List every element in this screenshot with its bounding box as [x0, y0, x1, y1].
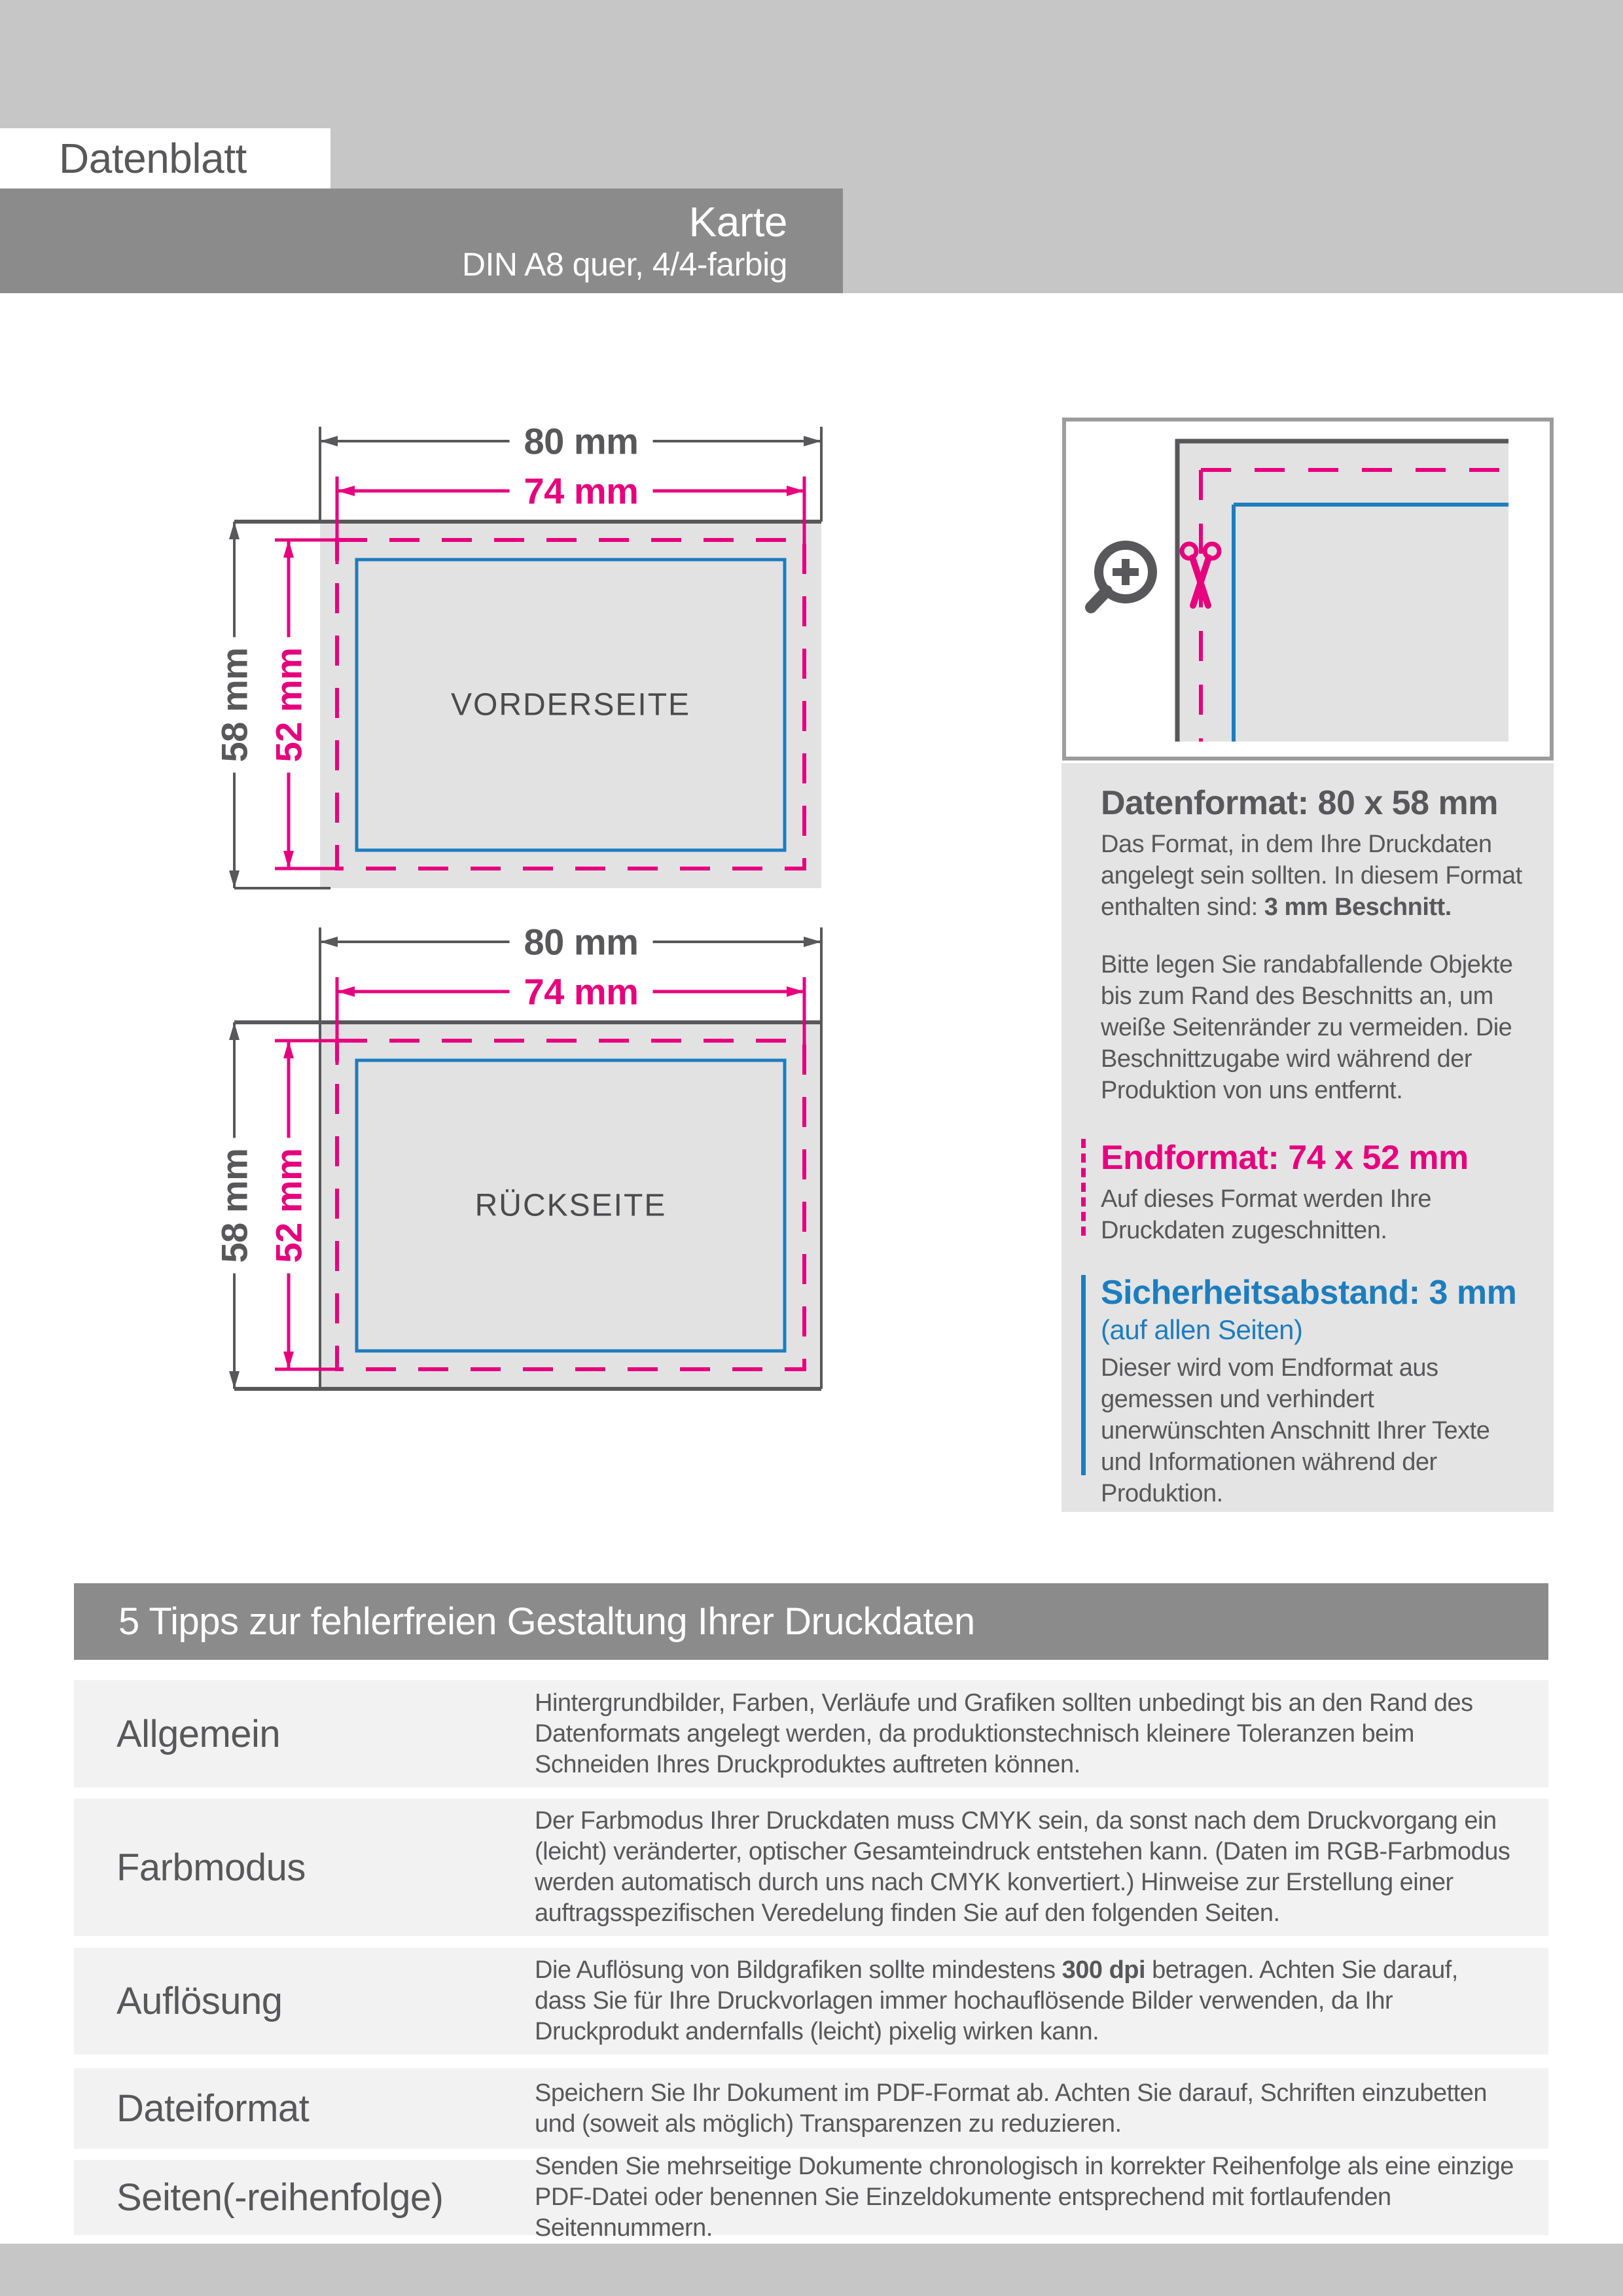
tip-row-seitenreihenfolge — [74, 2153, 1548, 2242]
endformat-body: Auf dieses Format werden Ihre Druckdaten zugeschnitten. — [1101, 1185, 1432, 1244]
tip-label: Farbmodus — [116, 1846, 306, 1889]
tip-row-aufloesung — [74, 1948, 1548, 2054]
product-subtitle: DIN A8 quer, 4/4-farbig — [461, 246, 787, 283]
arrow-up-icon — [283, 1041, 294, 1058]
arrow-down-icon — [283, 851, 294, 869]
front-outer-width-label: 80 mm — [510, 420, 653, 463]
endformat-block — [1101, 1138, 1524, 1246]
arrow-left-icon — [337, 486, 355, 496]
tip-label: Seiten(-reihenfolge) — [116, 2176, 444, 2219]
arrow-left-icon — [320, 436, 338, 446]
front-trim-height-label: 52 mm — [268, 637, 310, 773]
arrow-up-icon — [229, 522, 240, 539]
tip-text: Die Auflösung von Bildgrafiken sollte mindestens 300 dpi betragen. Achten Sie darauf, dass Sie für Ihre Druckvorlagen immer hochauflösende Bilder verwenden, da Ihr Druckprodukt andernfalls (leicht) pixelig wirken kann. — [535, 1956, 1458, 2045]
front-side-label: VORDERSEITE — [450, 687, 691, 723]
sicherheitsabstand-title: Sicherheitsabstand: 3 mm — [1101, 1274, 1517, 1312]
arrow-down-icon — [229, 870, 240, 888]
tip-row-dateiformat — [74, 2068, 1548, 2149]
tip-row-farbmodus — [74, 1799, 1548, 1936]
datenformat-note: Bitte legen Sie randabfallende Objekte bis zum Rand des Beschnitts an, um weiße Seitenränder zu vermeiden. Die Beschnittzugabe wird während der Produktion von uns entfernt. — [1101, 951, 1513, 1104]
product-title: Karte — [688, 198, 787, 245]
arrow-left-icon — [320, 937, 338, 947]
tip-row-allgemein — [74, 1680, 1548, 1787]
tip-text: Speichern Sie Ihr Dokument im PDF-Format ab. Achten Sie darauf, Schriften einzubetten und (soweit als möglich) Transparenzen zu reduzieren. — [535, 2079, 1488, 2138]
product-header-banner — [0, 188, 843, 293]
arrow-right-icon — [804, 937, 821, 947]
tip-text: Hintergrundbilder, Farben, Verläufe und Grafiken sollten unbedingt bis an den Rand des Datenformats angelegt werden, da produktionstechnisch kleinere Toleranzen beim Schneiden Ihres Druckproduktes auftreten können. — [535, 1689, 1473, 1778]
back-outer-width-label: 80 mm — [510, 921, 653, 963]
datenformat-intro: Das Format, in dem Ihre Druckdaten angelegt sein sollten. In diesem Format enthalten sind: 3 mm Beschnitt. — [1101, 831, 1522, 921]
arrow-down-icon — [229, 1371, 240, 1389]
trim-line-marker — [1081, 1139, 1086, 1236]
tip-text: Senden Sie mehrseitige Dokumente chronologisch in korrekter Reihenfolge als eine einzige PDF-Datei oder benennen Sie Einzeldokumente entsprechend mit fortlaufenden Seitennummern. — [535, 2153, 1514, 2242]
sicherheitsabstand-subtitle: (auf allen Seiten) — [1101, 1314, 1303, 1345]
datenformat-title: Datenformat: 80 x 58 mm — [1101, 784, 1498, 822]
safety-line-marker — [1081, 1275, 1086, 1475]
tip-label: Auflösung — [116, 1980, 283, 2022]
back-side-label: RÜCKSEITE — [474, 1188, 667, 1223]
tips-banner: 5 Tipps zur fehlerfreien Gestaltung Ihrer Druckdaten — [74, 1583, 1548, 1660]
back-trim-height-label: 52 mm — [268, 1138, 310, 1274]
sicherheitsabstand-block — [1101, 1272, 1524, 1509]
back-outer-height-label: 58 mm — [213, 1138, 256, 1274]
arrow-up-icon — [283, 540, 294, 558]
arrow-right-icon — [804, 436, 821, 446]
arrow-right-icon — [787, 486, 804, 496]
bottom-band — [0, 2244, 1623, 2296]
back-trim-width-label: 74 mm — [510, 971, 653, 1013]
tip-label: Dateiformat — [116, 2087, 310, 2130]
sicherheitsabstand-body: Dieser wird vom Endformat aus gemessen und verhindert unerwünschten Anschnitt Ihrer Texte und Informationen während der Produktion. — [1101, 1354, 1490, 1507]
endformat-title: Endformat: 74 x 52 mm — [1101, 1139, 1469, 1177]
format-info-panel — [1061, 763, 1554, 1512]
front-outer-height-label: 58 mm — [213, 637, 256, 773]
datasheet-title: Datenblatt — [59, 135, 247, 182]
datasheet-title-box — [0, 128, 330, 188]
corner-detail-illustration — [1066, 422, 1550, 757]
arrow-down-icon — [283, 1352, 294, 1369]
arrow-right-icon — [787, 986, 804, 997]
arrow-left-icon — [337, 986, 355, 997]
magnifier-icon — [1091, 545, 1152, 607]
arrow-up-icon — [229, 1022, 240, 1040]
tip-text: Der Farbmodus Ihrer Druckdaten muss CMYK sein, da sonst nach dem Druckvorgang ein (leicht) veränderter, optischer Gesamteindruck entstehen kann. (Daten im RGB-Farbmodus werden automatisch durch uns nach CMYK konvertiert.) Hinweise zur Erstellung einer auftragsspezifischen Veredelung finden Sie auf den folgenden Seiten. — [535, 1807, 1510, 1927]
tip-label: Allgemein — [116, 1712, 281, 1755]
front-trim-width-label: 74 mm — [510, 470, 653, 512]
tips-section — [74, 1583, 1548, 2242]
